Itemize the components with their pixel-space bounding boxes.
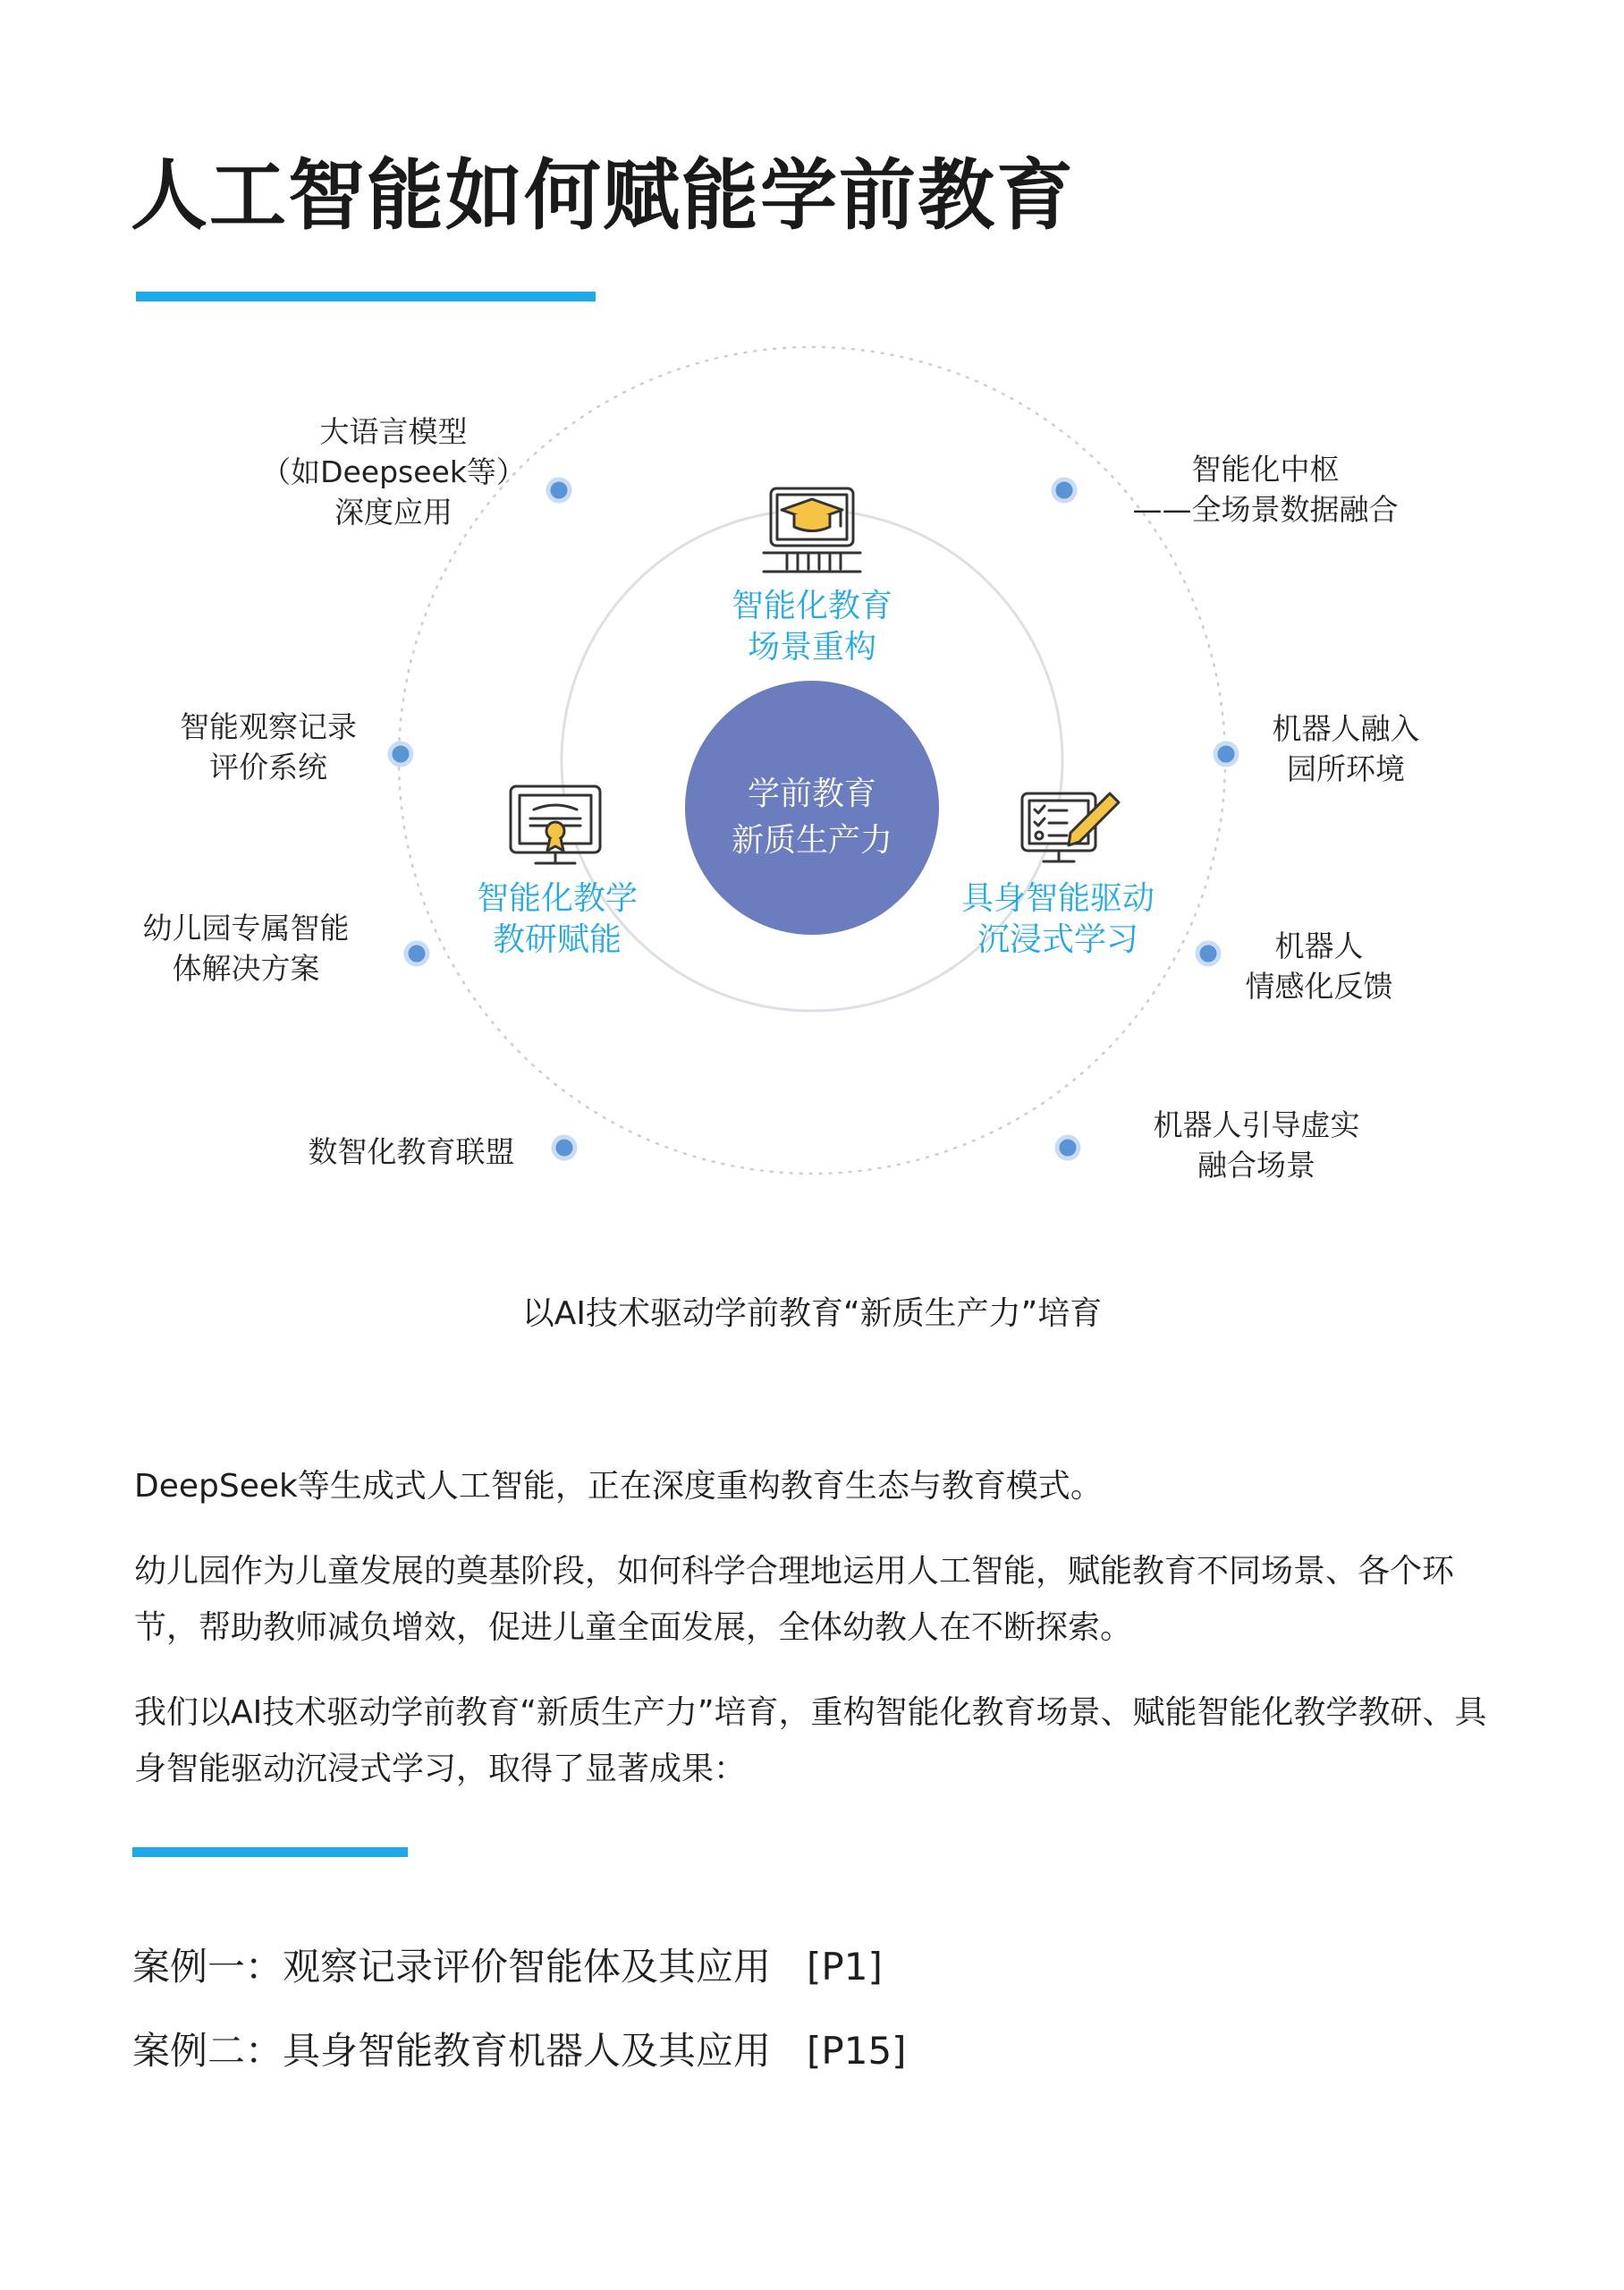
- outer-node-llm: [259, 411, 528, 532]
- body-paragraph-3: 我们以AI技术驱动学前教育“新质生产力”培育，重构智能化教育场景、赋能智能化教学教研、具身智能驱动沉浸式学习，取得了显著成果：: [134, 1694, 1487, 1787]
- node-dot-hub: [1053, 479, 1075, 501]
- outer-node-hub: [1118, 449, 1413, 530]
- diagram-caption: 以AI技术驱动学前教育“新质生产力”培育: [521, 1295, 1103, 1332]
- center-label: [678, 771, 946, 864]
- body-paragraph-1: DeepSeek等生成式人工智能，正在深度重构教育生态与教育模式。: [134, 1468, 1103, 1505]
- outer-node-hub-line2: ——全场景数据融合: [1132, 492, 1399, 527]
- outer-node-alliance-line1: 数智化教育联盟: [308, 1134, 515, 1169]
- body-paragraph-2: 幼儿园作为儿童发展的奠基阶段，如何科学合理地运用人工智能，赋能教育不同场景、各个环节，帮助教师减负增效，促进儿童全面发展，全体幼教人在不断探索。: [134, 1553, 1455, 1646]
- outer-node-observation-line1: 智能观察记录: [180, 709, 357, 744]
- outer-node-alliance: [277, 1132, 546, 1172]
- center-label-line1: 学前教育: [747, 776, 876, 812]
- node-dot-robot-vr: [1057, 1137, 1078, 1158]
- outer-node-robot-env: [1212, 708, 1480, 789]
- outer-node-llm-line2: （如Deepseek等）: [261, 454, 526, 489]
- outer-node-robot-vr-line1: 机器人引导虚实: [1153, 1107, 1360, 1142]
- graduation-laptop-icon: [764, 488, 860, 572]
- outer-node-hub-line1: 智能化中枢: [1191, 452, 1340, 487]
- outer-node-llm-line3: 深度应用: [334, 495, 453, 530]
- inner-node-teaching-line1: 智能化教学: [476, 880, 638, 917]
- outer-node-solution-line2: 体解决方案: [172, 951, 320, 986]
- concept-diagram: [0, 340, 1624, 1270]
- inner-node-teaching: [423, 878, 691, 961]
- case-1-page-ref: [P1]: [807, 1945, 883, 1989]
- inner-node-teaching-line2: 教研赋能: [492, 921, 622, 958]
- outer-node-robot-env-line1: 机器人融入: [1272, 711, 1420, 746]
- node-dot-llm: [548, 479, 570, 501]
- outer-node-observation: [134, 707, 402, 787]
- section-divider: [132, 1847, 408, 1857]
- title-underline: [136, 292, 596, 301]
- inner-node-scene-line1: 智能化教育: [731, 588, 892, 624]
- case-link-1[interactable]: [132, 1938, 883, 1991]
- outer-node-robot-emotion-line2: 情感化反馈: [1245, 969, 1393, 1004]
- inner-node-embodied-line1: 具身智能驱动: [960, 880, 1155, 917]
- case-1-label: 案例一：观察记录评价智能体及其应用: [132, 1945, 772, 1989]
- outer-node-robot-vr-line2: 融合场景: [1197, 1148, 1315, 1183]
- case-link-2[interactable]: [132, 2022, 907, 2075]
- outer-node-observation-line2: 评价系统: [209, 750, 327, 785]
- center-label-line2: 新质生产力: [731, 822, 892, 859]
- outer-node-llm-line1: 大语言模型: [319, 414, 468, 449]
- inner-node-embodied: [924, 878, 1192, 961]
- inner-node-scene: [678, 586, 946, 668]
- node-dot-alliance: [554, 1137, 575, 1158]
- inner-node-scene-line2: 场景重构: [747, 629, 876, 666]
- outer-node-solution-line1: 幼儿园专属智能: [142, 911, 350, 946]
- certificate-monitor-icon: [511, 786, 600, 863]
- outer-node-robot-env-line2: 园所环境: [1287, 751, 1405, 786]
- case-2-label: 案例二：具身智能教育机器人及其应用: [132, 2029, 772, 2073]
- case-2-page-ref: [P15]: [807, 2029, 907, 2073]
- page-title: 人工智能如何赋能学前教育: [131, 151, 1075, 241]
- checklist-monitor-icon: [1022, 793, 1119, 861]
- outer-node-robot-emotion-line1: 机器人: [1274, 929, 1364, 963]
- inner-node-embodied-line2: 沉浸式学习: [977, 921, 1138, 958]
- outer-node-solution: [112, 908, 380, 988]
- outer-node-robot-emotion: [1185, 926, 1453, 1006]
- outer-node-robot-vr: [1122, 1105, 1391, 1185]
